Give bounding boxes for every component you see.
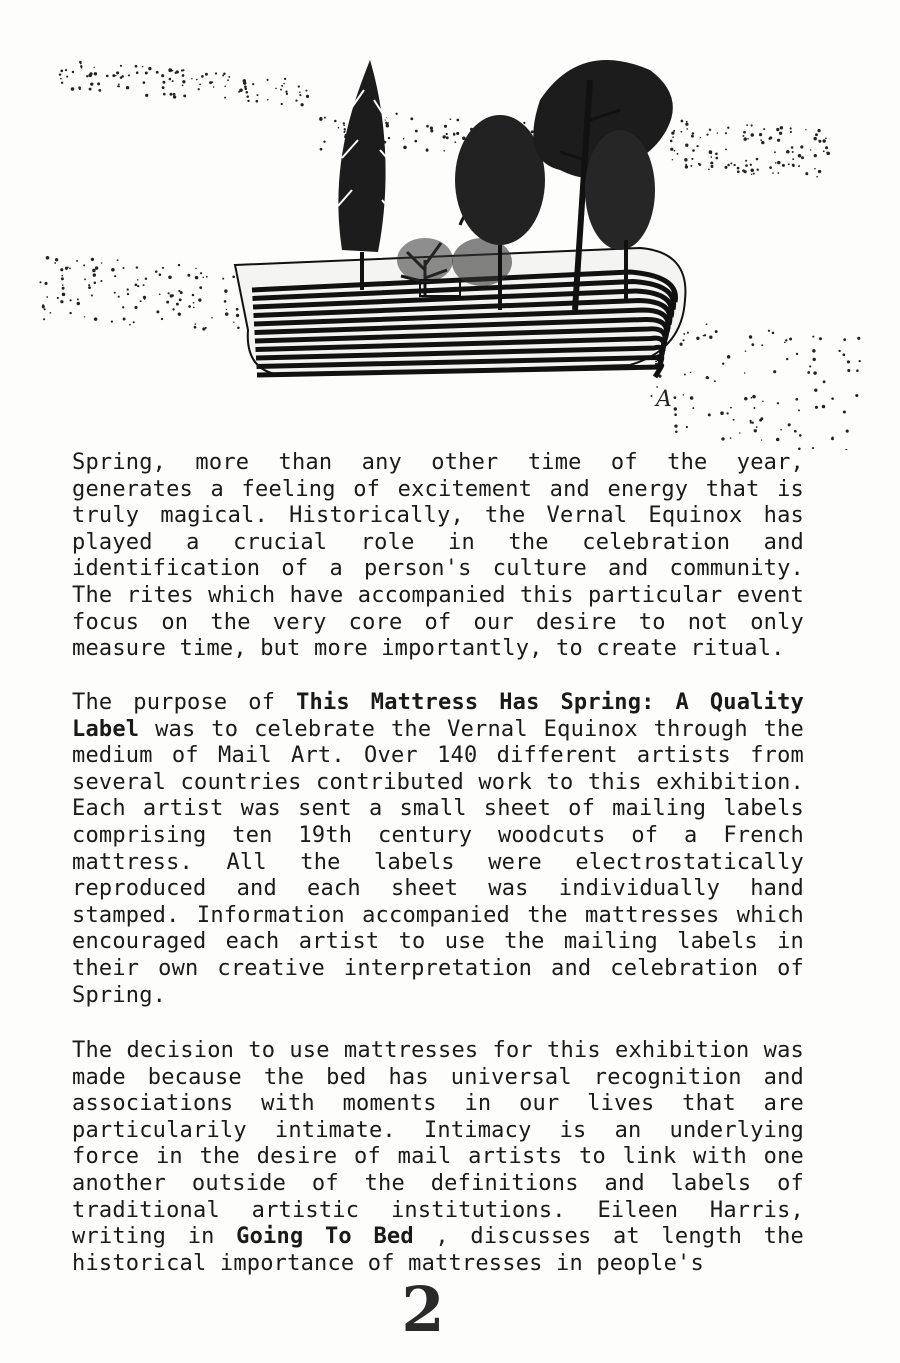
artist-signature: A — [656, 387, 672, 412]
book-title: Going To Bed — [236, 1224, 414, 1250]
purpose-paragraph — [72, 690, 804, 1009]
decision-paragraph — [72, 1038, 804, 1277]
decision-lead: The decision to use mattresses for this exhibition was made because the bed has universal recognition and associations with moments in our lives that are particularily intimate. Intimacy is an underlying force in the desire of mail artists to link with one another outside of the definitions and labels of traditional artistic institutions. Eileen Harris, writing in — [72, 1038, 804, 1250]
purpose-body: was to celebrate the Vernal Equinox through the medium of Mail Art. Over 140 different artists from several countries contributed work to this exhibition. Each artist was sent a small sheet of mailing labels comprising ten 19th century woodcuts of a French mattress. All the labels were electrostatically reproduced and each sheet was individually hand stamped. Information accompanied the mattresses which encouraged each artist to use the mailing labels in their own creative interpretation and celebration of Spring. — [72, 716, 804, 1008]
intro-paragraph: Spring, more than any other time of the year, generates a feeling of excitement and energy that is truly magical. Historically, the Vernal Equinox has played a crucial role in the celebration and identification of a person's culture and community. The rites which have accompanied this particular event focus on the very core of our desire to not only measure time, but more importantly, to create ritual. — [72, 450, 804, 662]
purpose-lead: The purpose of — [72, 690, 297, 715]
page-number: 2 — [401, 1273, 445, 1346]
exhibition-title: This Mattress Has Spring: A Quality Label — [72, 690, 804, 742]
cypress-tree-drawing — [338, 60, 394, 290]
decision-body: , discusses at length the historical importance of mattresses in people's — [72, 1224, 805, 1276]
mattress-with-trees-drawing — [30, 20, 870, 450]
